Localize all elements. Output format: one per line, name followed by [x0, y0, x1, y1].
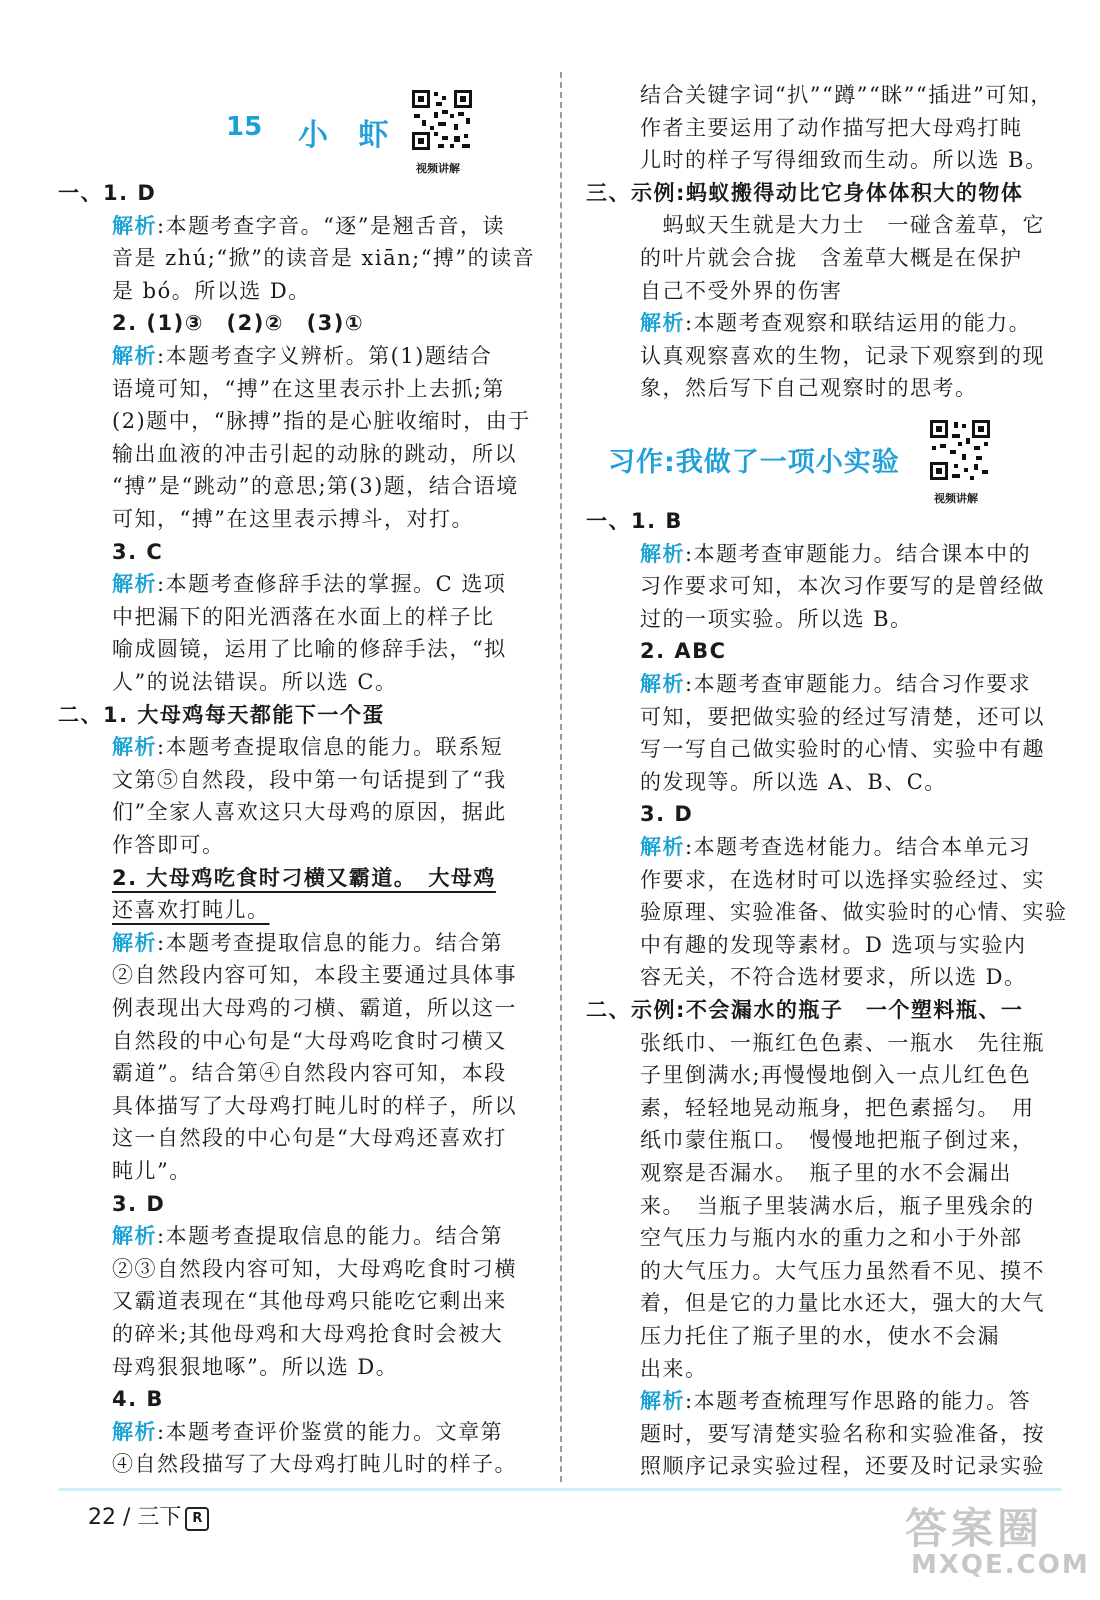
answer-line [586, 506, 683, 536]
answer-line-text: 喻成圆镜，运用了比喻的修辞手法，“拟 [112, 637, 507, 662]
answer-line [640, 1451, 1045, 1481]
column-divider [560, 72, 562, 1482]
answer-line-text: 来。 当瓶子里装满水后，瓶子里残余的 [640, 1193, 1035, 1218]
answer-line-text: 子里倒满水;再慢慢地倒入一点儿红色色 [640, 1063, 1032, 1088]
answer-line-text: 自己不受外界的伤害 [640, 278, 843, 303]
answer-line-text: 一、1. B [586, 509, 683, 533]
analysis-tag: 解析 [640, 1389, 685, 1414]
answer-line [640, 276, 843, 306]
answer-line-text: 语境可知，“搏”在这里表示扑上去抓;第 [112, 376, 506, 401]
answer-line [640, 1223, 1023, 1253]
answer-line [640, 1354, 708, 1384]
answer-line-text: 张纸巾、一瓶红色色素、一瓶水 先往瓶 [640, 1030, 1045, 1055]
answer-line-text: 着，但是它的力量比水还大，强大的大气 [640, 1291, 1045, 1316]
answer-line [586, 178, 1023, 208]
answer-line-text: 题时，要写清楚实验名称和实验准备，按 [640, 1421, 1045, 1446]
answer-line-text: 作者主要运用了动作描写把大母鸡打盹 [640, 115, 1023, 140]
answer-line-text: 2. ABC [640, 639, 727, 664]
answer-line-text: :本题考查观察和联结运用的能力。 [685, 311, 1032, 336]
watermark-text-cn: 答案圈 [905, 1504, 1044, 1553]
answer-line-text: “搏”是“跳动”的意思;第(3)题，结合语境 [112, 474, 519, 499]
qr-caption: 视频讲解 [416, 162, 460, 175]
answer-line [640, 1321, 1000, 1351]
answer-line [58, 178, 156, 208]
answer-line-text: 自然段的中心句是“大母鸡吃食时刁横又 [112, 1028, 507, 1053]
qr-code-icon [928, 418, 992, 482]
answer-line [112, 1058, 507, 1088]
answer-line-text: 中把漏下的阳光洒落在水面上的样子比 [112, 604, 495, 629]
answer-line-text: 二、1. 大母鸡每天都能下一个蛋 [58, 702, 385, 727]
answer-line [112, 374, 505, 404]
answer-line [640, 604, 913, 634]
answer-line [112, 341, 492, 371]
page-number-text: 22 / 三下 [88, 1505, 182, 1530]
analysis-tag: 解析 [640, 672, 685, 696]
answer-line [640, 832, 1031, 862]
answer-line-text: 作要求，在选材时可以选择实验经过、实 [640, 867, 1045, 892]
answer-line-text: 的碎米;其他母鸡和大母鸡抢食时会被大 [112, 1322, 504, 1346]
answer-line-text: 的大气压力。大气压力虽然看不见、摸不 [640, 1258, 1045, 1283]
answer-line-text: ②自然段内容可知，本段主要通过具体事 [112, 963, 517, 988]
answer-line [112, 569, 506, 599]
answer-line [112, 276, 311, 306]
answer-line [112, 1189, 165, 1219]
analysis-tag: 解析 [112, 930, 157, 955]
answer-line-text: 验原理、实验准备、做实验时的心情、实验 [640, 900, 1068, 925]
answer-line [640, 897, 1068, 927]
answer-line [640, 865, 1045, 895]
answer-line [640, 799, 693, 829]
answer-line-text: 4. B [112, 1387, 164, 1412]
answer-line [640, 1419, 1045, 1449]
answer-line [112, 1091, 517, 1121]
answer-line-text: 纸巾蒙住瓶口。 慢慢地把瓶子倒过来， [640, 1128, 1035, 1153]
footer-rule [58, 1488, 1062, 1491]
answer-line [112, 406, 531, 436]
answer-line [112, 308, 364, 338]
answer-line-text: 还喜欢打盹儿。 [112, 898, 270, 923]
answer-line-text: :本题考查字义辨析。第(1)题结合 [157, 344, 493, 368]
answer-line [640, 702, 1045, 732]
answer-line-text: (2)题中，“脉搏”指的是心脏收缩时，由于 [112, 409, 531, 434]
answer-line [112, 634, 507, 664]
answer-line [640, 1060, 1031, 1090]
answer-line-text: 可知，“搏”在这里表示搏斗，对打。 [112, 507, 474, 531]
answer-line [640, 210, 1045, 240]
answer-line-text: 出来。 [640, 1356, 708, 1381]
answer-line-text: 三、示例:蚂蚁搬得动比它身体体积大的物体 [586, 180, 1024, 205]
answer-line [112, 667, 397, 697]
answer-line-text: :本题考查字音。“逐”是翘舌音，读 [157, 213, 506, 238]
answer-line [112, 895, 270, 925]
answer-line-text: 音是 zhú;“掀”的读音是 xiān;“搏”的读音 [112, 246, 536, 271]
edition-badge: R [185, 1507, 209, 1531]
watermark-logo [905, 1496, 1090, 1592]
answer-line [640, 308, 1031, 338]
answer-line-text: 认真观察喜欢的生物，记录下观察到的现 [640, 343, 1045, 368]
answer-line [112, 830, 225, 860]
analysis-tag: 解析 [112, 213, 157, 238]
answer-line [640, 1386, 1031, 1416]
answer-line-text: :本题考查提取信息的能力。结合第 [157, 930, 504, 955]
answer-line [640, 930, 1027, 960]
answer-line-text: 容无关，不符合选材要求，所以选 D。 [640, 965, 1027, 990]
answer-line [112, 928, 503, 958]
answer-line-text: 的叶片就会合拢 含羞草大概是在保护 [640, 246, 1023, 270]
analysis-tag: 解析 [112, 344, 157, 368]
answer-line [112, 504, 474, 534]
answer-line-text: 过的一项实验。所以选 B。 [640, 606, 913, 631]
answer-line [58, 700, 385, 730]
answer-line-text: 3. D [112, 1191, 166, 1216]
lesson-title: 小 虾 [298, 118, 399, 153]
answer-line [112, 439, 517, 469]
answer-line [112, 1286, 507, 1316]
answer-line [112, 1221, 503, 1251]
answer-line-text: 2. 大母鸡吃食时刁横又霸道。 大母鸡 [112, 865, 496, 890]
analysis-tag: 解析 [640, 835, 685, 859]
answer-line [640, 1028, 1045, 1058]
answer-line-text: 中有趣的发现等素材。D 选项与实验内 [640, 932, 1027, 957]
answer-line [112, 243, 535, 273]
answer-line-text: 作答即可。 [112, 833, 225, 857]
answer-line [112, 960, 517, 990]
answer-line [112, 211, 505, 241]
answer-line [586, 995, 1023, 1025]
analysis-tag: 解析 [640, 541, 685, 566]
answer-line-text: 霸道”。结合第④自然段内容可知，本段 [112, 1061, 507, 1086]
answer-line [640, 113, 1023, 143]
answer-line [640, 571, 1045, 601]
analysis-tag: 解析 [112, 572, 157, 597]
answer-line-text: 3. D [640, 802, 694, 827]
qr-code-icon [410, 88, 474, 152]
answer-line-text: 母鸡狠狠地啄”。所以选 D。 [112, 1354, 399, 1379]
answer-line [640, 373, 978, 403]
page-number [88, 1500, 209, 1531]
answer-line [112, 471, 519, 501]
qr-caption: 视频讲解 [934, 492, 978, 505]
answer-line [112, 1384, 164, 1414]
answer-line [640, 1191, 1035, 1221]
answer-line [640, 1256, 1045, 1286]
answer-line-text: 文第⑤自然段，段中第一句话提到了“我 [112, 767, 507, 792]
answer-line-text: ②③自然段内容可知，大母鸡吃食时刁横 [112, 1256, 517, 1281]
answer-line-text: 又霸道表现在“其他母鸡只能吃它剩出来 [112, 1289, 507, 1314]
answer-line-text: 二、示例:不会漏水的瓶子 一个塑料瓶、一 [586, 998, 1024, 1022]
answer-line [112, 537, 163, 567]
answer-line [640, 539, 1031, 569]
answer-line-text: 具体描写了大母鸡打盹儿时的样子，所以 [112, 1093, 517, 1118]
answer-line-text: 人”的说法错误。所以选 C。 [112, 670, 398, 694]
answer-line-text: 结合关键字词“扒”“蹲”“眯”“插进”可知， [640, 83, 1053, 107]
answer-line-text: :本题考查评价鉴赏的能力。文章第 [157, 1419, 504, 1444]
answer-line-text: 盹儿”。 [112, 1159, 192, 1183]
watermark-text-en: MXQE.COM [911, 1550, 1090, 1580]
answer-line [640, 243, 1023, 273]
answer-line-text: 压力托住了瓶子里的水，使水不会漏 [640, 1324, 1000, 1348]
answer-line [112, 1319, 503, 1349]
answer-line-text: 象，然后写下自己观察时的思考。 [640, 376, 978, 401]
answer-line-text: 儿时的样子写得细致而生动。所以选 B。 [640, 148, 1048, 173]
answer-line [640, 636, 727, 666]
answer-line [112, 1417, 503, 1447]
answer-line-text: 是 bó。所以选 D。 [112, 278, 311, 303]
answer-line [112, 602, 495, 632]
answer-line-text: 习作要求可知，本次习作要写的是曾经做 [640, 574, 1045, 599]
analysis-tag: 解析 [112, 735, 157, 760]
answer-line [640, 341, 1045, 371]
answer-line-text: 这一自然段的中心句是“大母鸡还喜欢打 [112, 1126, 507, 1151]
answer-line-text: 可知，要把做实验的经过写清楚，还可以 [640, 704, 1045, 729]
answer-line [640, 962, 1027, 992]
answer-line-text: 观察是否漏水。 瓶子里的水不会漏出 [640, 1161, 1012, 1185]
answer-line-text: :本题考查审题能力。结合课本中的 [685, 541, 1032, 566]
answer-line [640, 145, 1048, 175]
answer-line-text: :本题考查选材能力。结合本单元习 [685, 835, 1032, 859]
answer-line [112, 1254, 517, 1284]
answer-line [112, 797, 507, 827]
answer-line-text: 一、1. D [58, 181, 157, 205]
answer-line [112, 1123, 507, 1153]
answer-line [112, 765, 507, 795]
answer-line-text: :本题考查修辞手法的掌握。C 选项 [157, 572, 507, 597]
answer-line-text: ④自然段描写了大母鸡打盹儿时的样子。 [112, 1452, 517, 1477]
answer-line [640, 767, 947, 797]
section-title: 习作:我做了一项小实验 [608, 447, 900, 478]
analysis-tag: 解析 [112, 1419, 157, 1444]
answer-line [640, 1288, 1045, 1318]
answer-line [640, 734, 1045, 764]
answer-line-text: 素，轻轻地晃动瓶身，把色素摇匀。 用 [640, 1095, 1035, 1120]
analysis-tag: 解析 [112, 1224, 157, 1249]
answer-line-text: 照顺序记录实验过程，还要及时记录实验 [640, 1454, 1045, 1479]
answer-line [640, 1093, 1035, 1123]
answer-line-text: :本题考查审题能力。结合习作要求 [685, 672, 1032, 696]
answer-line-text: :本题考查提取信息的能力。结合第 [157, 1224, 504, 1249]
answer-line [640, 669, 1031, 699]
answer-line [112, 1449, 517, 1479]
analysis-tag: 解析 [640, 311, 685, 336]
answer-line-text: :本题考查梳理写作思路的能力。答 [685, 1389, 1032, 1414]
answer-line [112, 1026, 507, 1056]
answer-line [640, 1158, 1012, 1188]
answer-line-text: 输出血液的冲击引起的动脉的跳动，所以 [112, 441, 517, 466]
answer-line-text: 的发现等。所以选 A、B、C。 [640, 769, 947, 794]
answer-line-text: 写一写自己做实验时的心情、实验中有趣 [640, 737, 1045, 762]
answer-line-text: 空气压力与瓶内水的重力之和小于外部 [640, 1226, 1023, 1251]
answer-line [112, 1156, 192, 1186]
answer-line-text: 例表现出大母鸡的刁横、霸道，所以这一 [112, 996, 517, 1020]
answer-line [112, 993, 517, 1023]
answer-line [112, 732, 503, 762]
answer-line [640, 80, 1053, 110]
lesson-number: 15 [226, 112, 263, 142]
answer-line-text: 2. (1)③ (2)② (3)① [112, 311, 365, 336]
answer-line [640, 1125, 1035, 1155]
answer-line-text: 们”全家人喜欢这只大母鸡的原因，据此 [112, 800, 507, 825]
answer-line-text: 蚂蚁天生就是大力士 一碰含羞草，它 [640, 213, 1045, 238]
answer-line-text: 3. C [112, 539, 164, 564]
answer-line [112, 1352, 398, 1382]
answer-line [112, 863, 496, 893]
answer-line-text: :本题考查提取信息的能力。联系短 [157, 735, 504, 760]
